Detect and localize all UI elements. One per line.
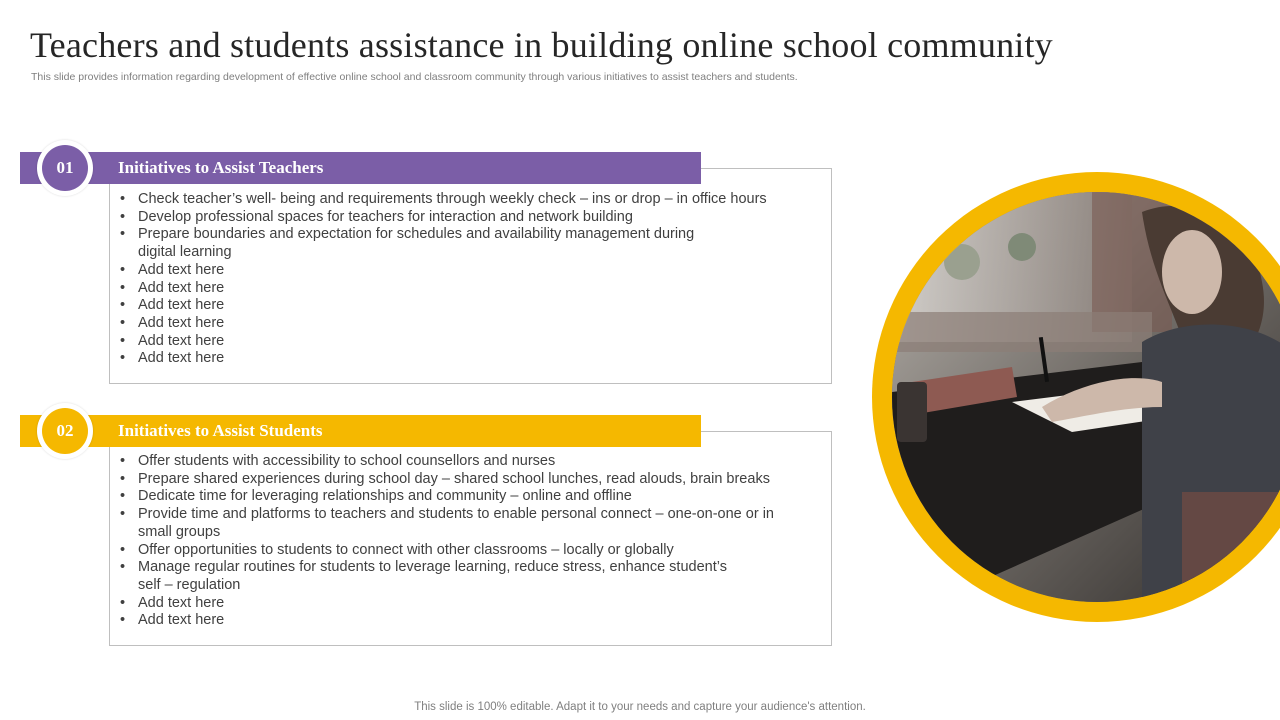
list-item: • Prepare shared experiences during school day – shared school lunches, read alouds, brain breaks: [118, 471, 798, 489]
slide-subtitle: This slide provides information regarding development of effective online school and classroom community through various initiatives to assist teachers and students.: [31, 71, 798, 83]
list-item: • Add text here: [118, 595, 798, 613]
students-number-badge: [37, 403, 93, 459]
list-item: • Offer opportunities to students to connect with other classrooms – locally or globally: [118, 542, 798, 560]
student-writing-photo: [892, 192, 1280, 602]
list-item: • Add text here: [118, 612, 798, 630]
teachers-initiatives-list: [118, 191, 798, 368]
list-item: • Offer students with accessibility to school counsellors and nurses: [118, 453, 798, 471]
teachers-number: 01: [42, 145, 88, 191]
list-item: • Add text here: [118, 315, 798, 333]
list-item: • Add text here: [118, 297, 798, 315]
students-initiatives-list: [118, 453, 798, 630]
list-item: • Dedicate time for leveraging relationships and community – online and offline: [118, 488, 798, 506]
list-item: • Add text here: [118, 262, 798, 280]
list-item: • Add text here: [118, 280, 798, 298]
photo-ring: [872, 172, 1280, 622]
list-item: • Develop professional spaces for teachers for interaction and network building: [118, 209, 798, 227]
students-heading: Initiatives to Assist Students: [118, 421, 323, 440]
slide-title: Teachers and students assistance in building online school community: [30, 25, 1053, 65]
teachers-heading: Initiatives to Assist Teachers: [118, 158, 324, 177]
slide-footer: This slide is 100% editable. Adapt it to your needs and capture your audience's attention.: [414, 701, 866, 713]
list-item: • Manage regular routines for students to leverage learning, reduce stress, enhance student’s self – regulation: [118, 559, 738, 594]
list-item: • Add text here: [118, 333, 798, 351]
list-item: • Check teacher’s well- being and requirements through weekly check – ins or drop – in office hours: [118, 191, 798, 209]
students-number: 02: [42, 408, 88, 454]
list-item: • Prepare boundaries and expectation for schedules and availability management during digital learning: [118, 226, 718, 261]
list-item: • Add text here: [118, 350, 798, 368]
list-item: • Provide time and platforms to teachers and students to enable personal connect – one-on-one or in small groups: [118, 506, 788, 541]
photo-illustration: [892, 192, 1280, 602]
teachers-number-badge: [37, 140, 93, 196]
